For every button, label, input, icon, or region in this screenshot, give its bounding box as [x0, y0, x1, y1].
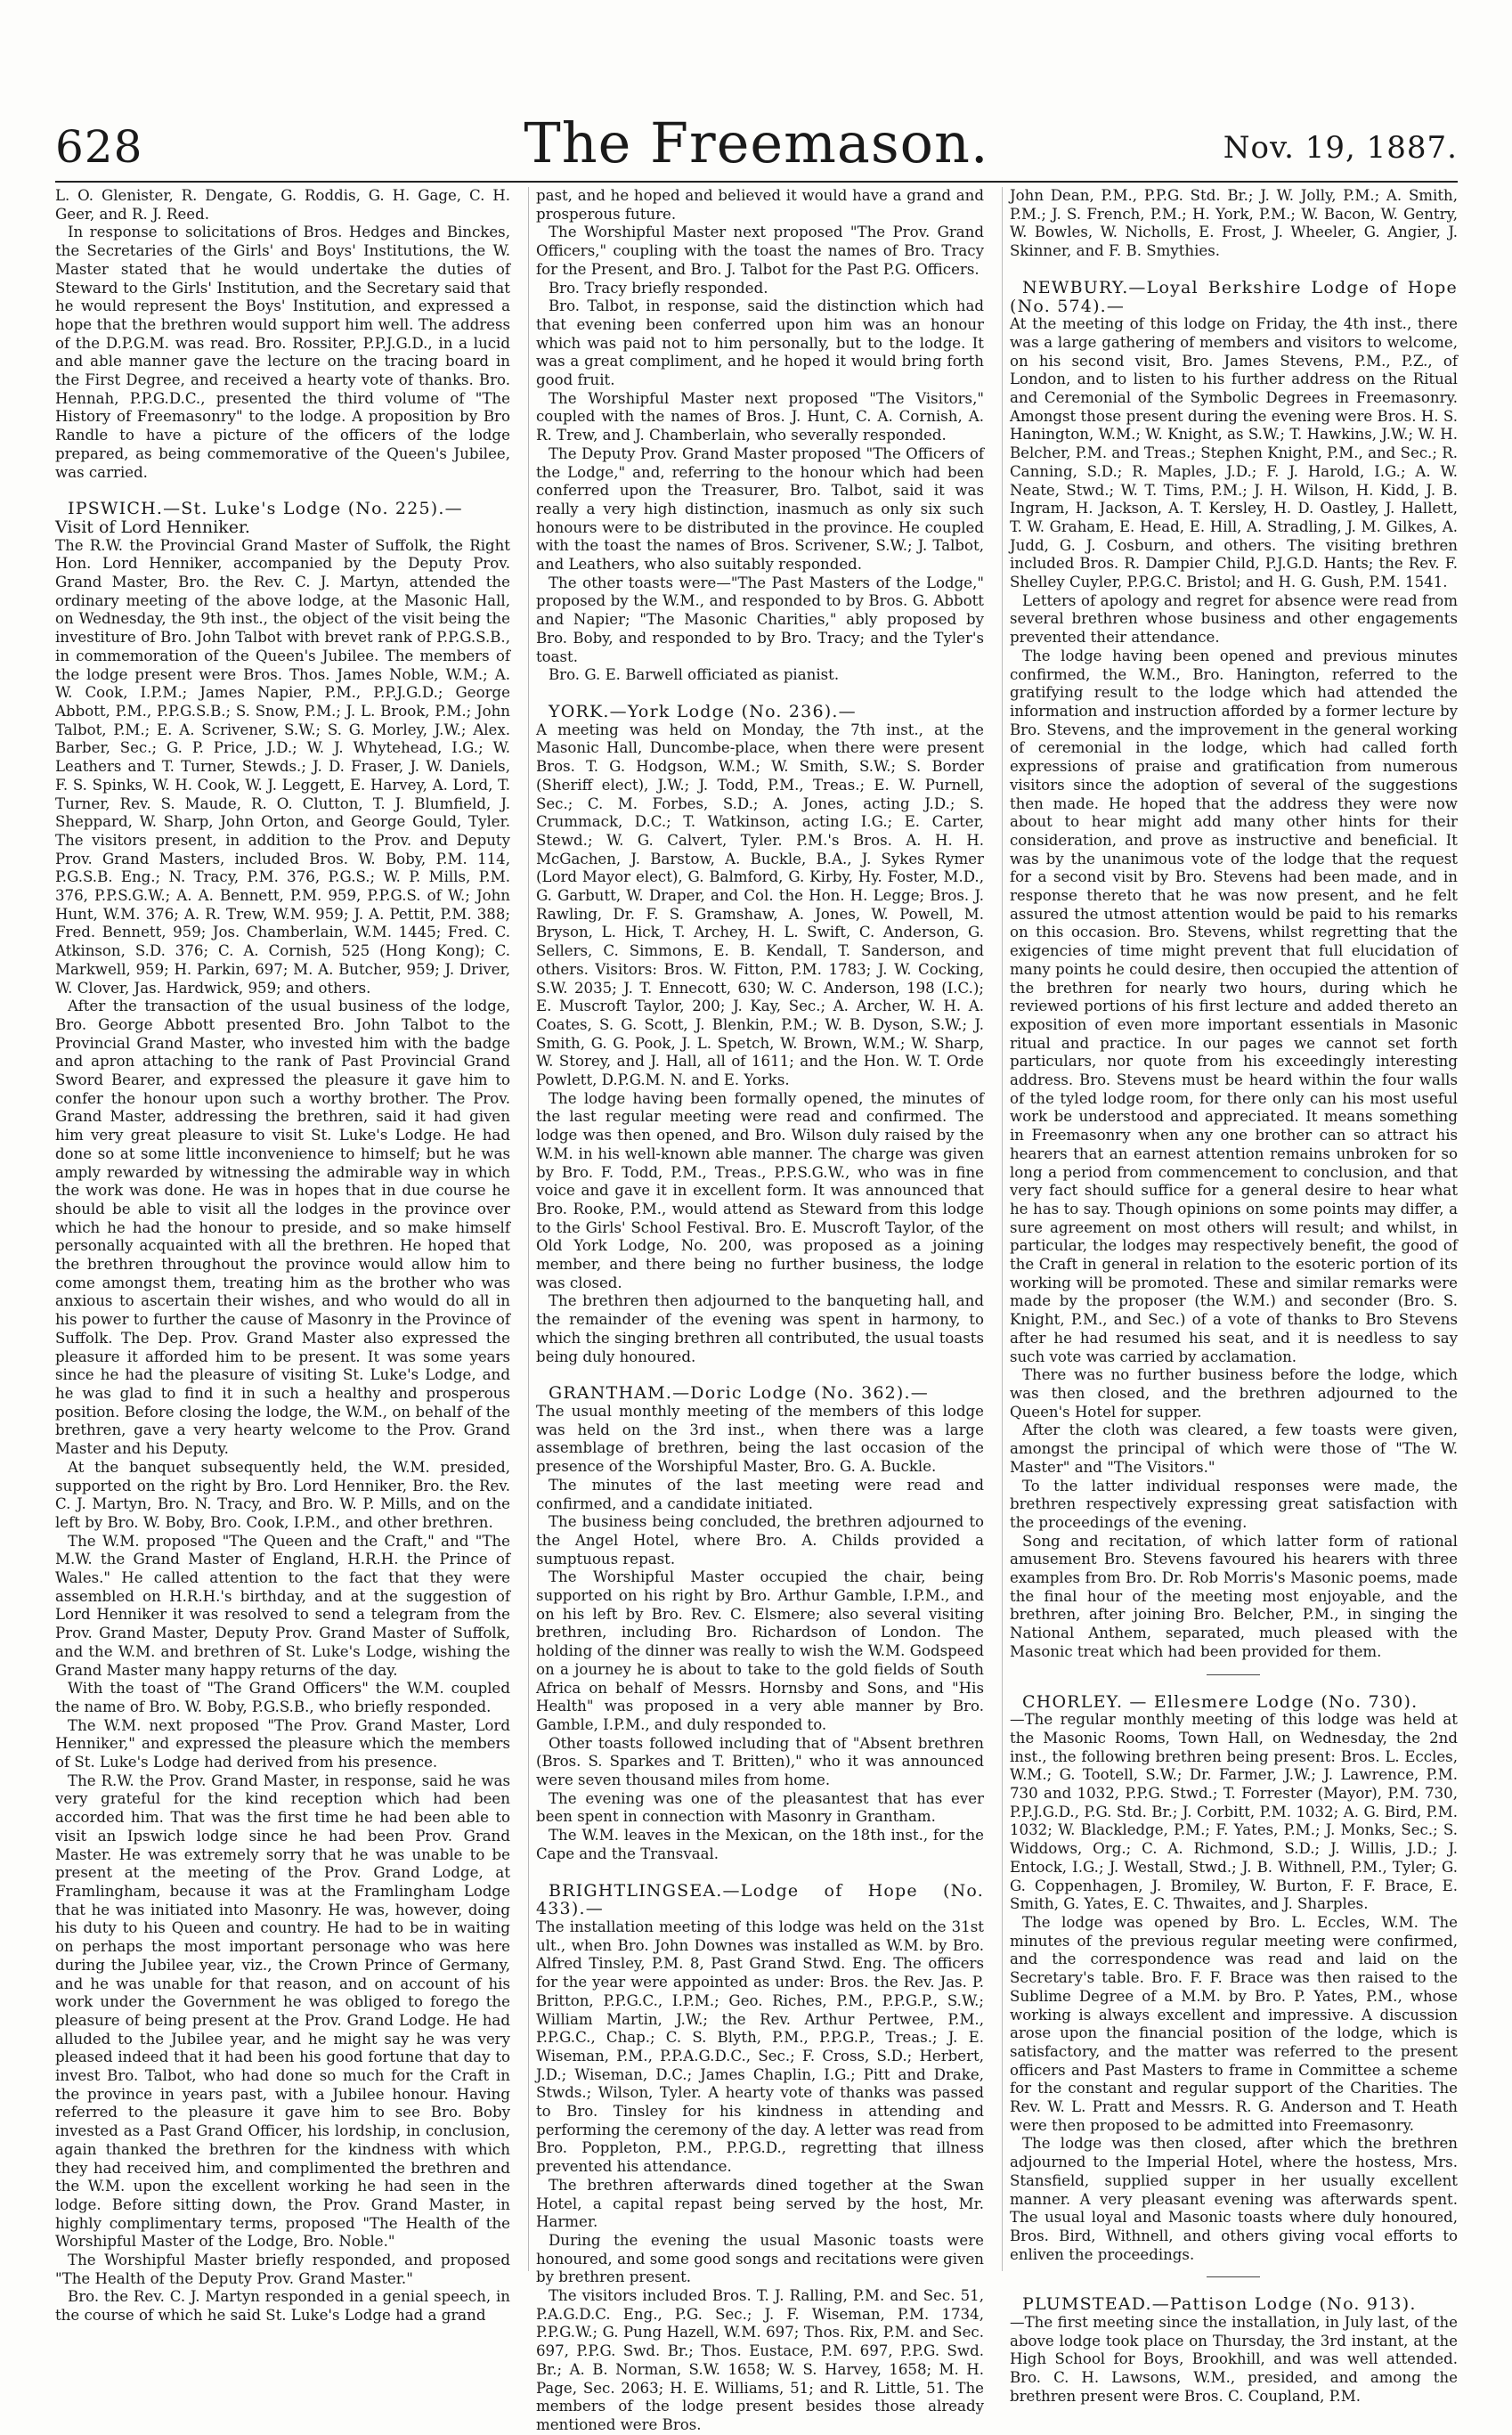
- paragraph: John Dean, P.M., P.P.G. Std. Br.; J. W. Jolly, P.M.; A. Smith, P.M.; J. S. French, P.M.; H. York, P.M.; W. Bacon, W. Gentry, W. Bowles, W. Nicholls, E. Frost, J. Wheeler, G. Angier, J. Skinner, and F. B. Smythies.: [1009, 187, 1458, 260]
- paragraph: Other toasts followed including that of "Absent brethren (Bros. S. Sparkes and T. Britten)," who it was announced were seven thousand miles from home.: [535, 1734, 984, 1789]
- section-separator: [1207, 1674, 1260, 1675]
- paragraph: Bro. the Rev. C. J. Martyn responded in a genial speech, in the course of which he said St. Luke's Lodge had a grand: [55, 2288, 510, 2325]
- column-2: [528, 187, 984, 2433]
- paragraph: There was no further business before the lodge, which was then closed, and the brethren adjourned to the Queen's Hotel for supper.: [1009, 1366, 1458, 1421]
- paragraph: The brethren then adjourned to the banqueting hall, and the remainder of the evening was spent in harmony, to which the singing brethren all contributed, the usual toasts being duly honoured.: [535, 1292, 984, 1365]
- paragraph: With the toast of "The Grand Officers" the W.M. coupled the name of Bro. W. Boby, P.G.S.B., who briefly responded.: [55, 1680, 510, 1715]
- paragraph: The lodge having been formally opened, the minutes of the last regular meeting were read and confirmed. The lodge was then opened, and Bro. Wilson duly raised by the W.M. in his well-known able manner. The charge was given by Bro. F. Todd, P.M., Treas., P.P.S.G.W., who was in fine voice and gave it in excellent form. It was announced that Bro. Rooke, P.M., would attend as Steward from this lodge to the Girls' School Festival. Bro. E. Muscroft Taylor, of the Old York Lodge, No. 200, was proposed as a joining member, and there being no further business, the lodge was closed.: [535, 1089, 984, 1291]
- paragraph: After the transaction of the usual business of the lodge, Bro. George Abbott presented Bro. John Talbot to the Provincial Grand Master, who invested him with the badge and apron attaching to the rank of Past Provincial Grand Sword Bearer, and expressed the pleasure it gave him to confer the honour upon such a worthy brother. The Prov. Grand Master, addressing the brethren, said it had given him very great pleasure to visit St. Luke's Lodge. He had done so at some little inconvenience to himself; but he was amply rewarded by witnessing the admirable way in which the work was done. He was in hopes that in due course he should be able to visit all the lodges in the province over which he had the honour to preside, and so make himself personally acquainted with all the brethren. He hoped that the brethren throughout the province would allow him to come amongst them, treating him as the brother who was anxious to ascertain their wishes, and who would do all in his power to further the cause of Masonry in the Province of Suffolk. The Dep. Prov. Grand Master also expressed the pleasure it afforded him to be present. It was some years since he had the pleasure of visiting St. Luke's Lodge, and he was glad to find it in such a healthy and prosperous position. Before closing the lodge, the W.M., on behalf of the brethren, gave a very hearty welcome to the Prov. Grand Master and his Deputy.: [55, 998, 510, 1458]
- newbury-heading: NEWBURY.—Loyal Berkshire Lodge of Hope (No. 574).—: [1009, 277, 1458, 316]
- paragraph: The usual monthly meeting of the members of this lodge was held on the 3rd inst., when there was a large assemblage of brethren, being the last occasion of the presence of the Worshipful Master, Bro. G. A. Buckle.: [535, 1403, 984, 1476]
- paragraph: The R.W. the Provincial Grand Master of Suffolk, the Right Hon. Lord Henniker, accompanied by the Deputy Prov. Grand Master, Bro. the Rev. C. J. Martyn, attended the ordinary meeting of the above lodge, at the Masonic Hall, on Wednesday, the 9th inst., the object of the visit being the investiture of Bro. John Talbot with brevet rank of P.P.G.S.B., in commemoration of the Queen's Jubilee. The members of the lodge present were Bros. Thos. James Noble, W.M.; A. W. Cook, I.P.M.; James Napier, P.M., P.P.J.G.D.; George Abbott, P.M., P.P.G.S.B.; S. Snow, P.M.; J. L. Brook, P.M.; John Talbot, P.M.; E. A. Scrivener, S.W.; S. G. Morley, J.W.; Alex. Barber, Sec.; G. P. Price, J.D.; W. J. Whytehead, I.G.; W. Leathers and T. Turner, Stewds.; J. D. Fraser, J. W. Daniels, F. S. Spinks, W. H. Cook, W. J. Leggett, E. Harvey, A. Lord, T. Turner, Rev. S. Maude, R. O. Clutton, T. J. Blumfield, J. Sheppard, W. Sharp, John Orton, and George Gould, Tyler. The visitors present, in addition to the Prov. and Deputy Prov. Grand Masters, included Bros. W. Boby, P.M. 114, P.G.S.B. Eng.; N. Tracy, P.M. 376, P.G.S.; W. P. Mills, P.M. 376, P.P.S.G.W.; A. A. Bennett, P.M. 959, P.P.G.S. of W.; John Hunt, W.M. 376; A. R. Trew, W.M. 959; J. A. Pettit, P.M. 388; Fred. Bennett, 959; Jos. Chamberlain, W.M. 1445; Fred. C. Atkinson, S.D. 376; C. A. Cornish, 525 (Hong Kong); C. Markwell, 959; H. Parkin, 697; M. A. Butcher, 959; J. Driver, W. Clover, Jas. Hardwick, 959; and others.: [55, 536, 510, 997]
- paragraph: The installation meeting of this lodge was held on the 31st ult., when Bro. John Downes was installed as W.M. by Bro. Alfred Tinsley, P.M. 8, Past Grand Stwd. Eng. The officers for the year were appointed as under: Bros. the Rev. Jas. P. Britton, P.P.G.C., I.P.M.; Geo. Riches, P.M., P.P.G.P., S.W.; William Martin, J.W.; the Rev. Arthur Pertwee, P.M., P.P.G.C., Chap.; C. S. Blyth, P.M., P.P.G.P., Treas.; J. E. Wiseman, P.M., P.P.A.G.D.C., Sec.; F. Cross, S.D.; Herbert, J.D.; Wiseman, D.C.; James Chaplin, I.G.; Pitt and Drake, Stwds.; Wilson, Tyler. A hearty vote of thanks was passed to Bro. Tinsley for his kindness in attending and performing the ceremony of the day. A letter was read from Bro. Poppleton, P.M., P.P.G.D., regretting that illness prevented his attendance.: [535, 1918, 984, 2176]
- paragraph: The lodge having been opened and previous minutes confirmed, the W.M., Bro. Hanington, referred to the gratifying result to the lodge which had attended the information and instruction afforded by a former lecture by Bro. Stevens, and the improvement in the general working of ceremonial in the lodge, which had called forth expressions of praise and gratification from numerous visitors since the adoption of several of the suggestions then made. He hoped that the address they were now about to hear might add many other hints for their consideration, and prove as instructive and beneficial. It was by the unanimous vote of the lodge that the request for a second visit by Bro. Stevens had been made, and in response thereto that he was now present, and he felt assured the utmost attention would be paid to his remarks on this occasion. Bro. Stevens, whilst regretting that the exigencies of time might prevent that full elucidation of many points he could desire, then occupied the attention of the brethren for nearly two hours, during which he reviewed portions of his first lecture and added thereto an exposition of even more important essentials in Masonic ritual and practice. In our pages we cannot set forth particulars, nor quote from his exceedingly interesting address. Bro. Stevens must be heard within the four walls of the tyled lodge room, for there only can his most useful work be understood and appreciated. It means something in Freemasonry when any one brother can so attract his hearers that an earnest attention remains unbroken for so long a period from commencement to conclusion, and that very fact should suffice for a general desire to hear what he has to say. Though opinions on some points may differ, a sure agreement on most others will result; and whilst, in particular, the lodges may respectively benefit, the good of the Craft in general in relation to the esoteric portion of its working will be promoted. These and similar remarks were made by the proposer (the W.M.) and seconder (Bro. S. Knight, P.M., and Sec.) of a vote of thanks to Bro Stevens after he had resumed his seat, and it is needless to say such vote was carried by acclamation.: [1009, 647, 1458, 1365]
- paragraph: The evening was one of the pleasantest that has ever been spent in connection with Masonry in Grantham.: [535, 1789, 984, 1826]
- column-1: [55, 187, 510, 2325]
- paragraph: At the meeting of this lodge on Friday, the 4th inst., there was a large gathering of members and visitors to welcome, on his second visit, Bro. James Stevens, P.M., P.Z., of London, and to listen to his further address on the Ritual and Ceremonial of the Symbolic Degrees in Freemasonry. Amongst those present during the evening were Bros. H. S. Hanington, W.M.; W. Knight, as S.W.; T. Hawkins, J.W.; W. H. Belcher, P.M. and Treas.; Stephen Knight, P.M., and Sec.; R. Canning, S.D.; R. Maples, J.D.; F. J. Harold, I.G.; A. W. Neate, Stwd.; W. T. Tims, P.M.; J. H. Wilson, H. Kidd, J. B. Ingram, H. Jackson, A. T. Kersley, H. D. Oastley, J. Hallett, T. W. Graham, E. Head, E. Hill, A. Stradling, J. M. Gilkes, A. Judd, G. J. Cosburn, and others. The visiting brethren included Bros. R. Dampier Child, P.J.G.D. Hants; the Rev. F. Shelley Cuyler, P.P.G.C. Bristol; and H. G. Gush, P.M. 1541.: [1009, 315, 1458, 591]
- grantham-heading: GRANTHAM.—Doric Lodge (No. 362).—: [548, 1383, 929, 1404]
- paragraph: —The first meeting since the installation, in July last, of the above lodge took place on Thursday, the 3rd instant, at the High School for Boys, Brookhill, and was well attended. Bro. C. H. Lawsons, W.M., presided, and among the brethren present were Bros. C. Coupland, P.M.: [1009, 2314, 1458, 2405]
- paragraph: The W.M. proposed "The Queen and the Craft," and "The M.W. the Grand Master of England, H.R.H. the Prince of Wales." He called attention to the fact that they were assembled on H.R.H.'s birthday, and at the suggestion of Lord Henniker it was resolved to send a telegram from the Prov. Grand Master, Deputy Prov. Grand Master of Suffolk, and the W.M. and brethren of St. Luke's Lodge, wishing the Grand Master many happy returns of the day.: [55, 1532, 510, 1679]
- columns: [55, 187, 1458, 2433]
- paragraph: To the latter individual responses were made, the brethren respectively expressing great satisfaction with the proceedings of the evening.: [1009, 1477, 1458, 1531]
- paragraph: The Worshipful Master next proposed "The Visitors," coupled with the names of Bros. J. Hunt, C. A. Cornish, A. R. Trew, and J. Chamberlain, who severally responded.: [535, 389, 984, 444]
- paragraph: The brethren afterwards dined together at the Swan Hotel, a capital repast being served by the host, Mr. Harmer.: [535, 2176, 984, 2231]
- paragraph: Bro. Tracy briefly responded.: [548, 279, 768, 297]
- paragraph: past, and he hoped and believed it would have a grand and prosperous future.: [535, 187, 984, 223]
- paragraph: The visitors included Bros. T. J. Ralling, P.M. and Sec. 51, P.A.G.D.C. Eng., P.G. Sec.; J. F. Wiseman, P.M. 1734, P.P.G.W.; G. Pung Hazell, W.M. 697; Thos. Rix, P.M. and Sec. 697, P.P.G. Swd. Br.; Thos. Eustace, P.M. 697, P.P.G. Swd. Br.; A. B. Norman, S.W. 1658; W. S. Harvey, 1658; M. H. Page, Sec. 2063; H. E. Williams, 51; and R. Little, 51. The members of the lodge present besides those already mentioned were Bros.: [535, 2287, 984, 2433]
- paragraph: The Worshipful Master occupied the chair, being supported on his right by Bro. Arthur Gamble, I.P.M., and on his left by Bro. Rev. C. Elsmere; also several visiting brethren, including Bro. Richardson of London. The holding of the dinner was really to wish the W.M. Godspeed on a journey he is about to take to the gold fields of South Africa on behalf of Messrs. Hornsby and Sons, and "His Health" was proposed in a very able manner by Bro. Gamble, I.P.M., and duly responded to.: [535, 1568, 984, 1733]
- paragraph: L. O. Glenister, R. Dengate, G. Roddis, G. H. Gage, C. H. Geer, and R. J. Reed.: [55, 187, 510, 223]
- paragraph: The W.M. next proposed "The Prov. Grand Master, Lord Henniker," and expressed the pleasure which the members of St. Luke's Lodge had derived from his presence.: [55, 1716, 510, 1771]
- paragraph: The Worshipful Master briefly responded, and proposed "The Health of the Deputy Prov. Grand Master.": [55, 2252, 510, 2287]
- column-3: [1002, 187, 1458, 2405]
- brightlingsea-heading: BRIGHTLINGSEA.—Lodge of Hope (No. 433).—: [535, 1880, 984, 1919]
- section-separator: [1207, 2276, 1260, 2277]
- issue-date: Nov. 19, 1887.: [1223, 130, 1458, 166]
- paragraph: The Worshipful Master next proposed "The Prov. Grand Officers," coupling with the toast the names of Bro. Tracy for the Present, and Bro. J. Talbot for the Past P.G. Officers.: [535, 224, 984, 278]
- page-number: 628: [55, 121, 143, 173]
- paragraph: The R.W. the Prov. Grand Master, in response, said he was very grateful for the kind reception which had been accorded him. That was the first time he had been able to visit an Ipswich lodge since he had been Prov. Grand Master. He was extremely sorry that he was unable to be present at the meeting of the Prov. Grand Lodge, at Framlingham, because it was at the Framlingham Lodge that he was initiated into Masonry. He was, however, doing his duty to his Queen and country. He had to be in waiting on perhaps the most important personage who was here during the Jubilee year, viz., the Crown Prince of Germany, and he was unable for that reason, and on account of his work under the Government he was obliged to forego the pleasure of being present at the Prov. Grand Lodge. He had alluded to the Jubilee year, and he might say he was very pleased indeed that it had been his good fortune that day to invest Bro. Talbot, who had done so much for the Craft in the province in years past, with a Jubilee honour. Having referred to the pleasure it gave him to see Bro. Boby invested as a Past Grand Officer, his lordship, in conclusion, again thanked the brethren for the kindness with which they had received him, and complimented the brethren and the W.M. upon the excellent working he had seen in the lodge. Before sitting down, the Prov. Grand Master, in highly complimentary terms, proposed "The Health of the Worshipful Master of the Lodge, Bro. Noble.": [55, 1771, 510, 2251]
- paragraph: —The regular monthly meeting of this lodge was held at the Masonic Rooms, Town Hall, on Wednesday, the 2nd inst., the following brethren being present: Bros. L. Eccles, W.M.; G. Tootell, S.W.; Dr. Farmer, J.W.; J. Lawrence, P.M. 730 and 1032, P.P.G. Stwd.; T. Forrester (Mayor), P.M. 730, P.P.J.G.D., P.G. Std. Br.; J. Corbitt, P.M. 1032; A. G. Bird, P.M. 1032; W. Blackledge, P.M.; F. Yates, P.M.; J. Monks, Sec.; S. Widdows, Org.; C. A. Richmond, S.D.; J. Willis, J.D.; J. Entock, I.G.; J. Westall, Stwd.; J. B. Withnell, P.M., Tyler; G. G. Coppenhagen, J. Bromiley, W. Burton, F. F. Brace, E. Smith, G. Yates, E. C. Thwaites, and J. Sharples.: [1009, 1711, 1458, 1913]
- york-heading: YORK.—York Lodge (No. 236).—: [548, 701, 857, 721]
- paragraph: The lodge was then closed, after which the brethren adjourned to the Imperial Hotel, where the hostess, Mrs. Stansfield, supplied supper in her usually excellent manner. A very pleasant evening was afterwards spent. The usual loyal and Masonic toasts where duly honoured, Bros. Bird, Withnell, and others giving vocal efforts to enliven the proceedings.: [1009, 2135, 1458, 2263]
- paragraph: Bro. Talbot, in response, said the distinction which had that evening been conferred upon him was an honour which was paid not to him personally, but to the lodge. It was a great compliment, and he hoped it would bring forth good fruit.: [535, 297, 984, 389]
- masthead: [55, 110, 1458, 191]
- paragraph: The other toasts were—"The Past Masters of the Lodge," proposed by the W.M., and responded to by Bros. G. Abbott and Napier; "The Masonic Charities," ably proposed by Bro. Boby, and responded to by Bro. Tracy; and the Tyler's toast.: [535, 574, 984, 665]
- paragraph: Bro. G. E. Barwell officiated as pianist.: [548, 666, 840, 684]
- paragraph: During the evening the usual Masonic toasts were honoured, and some good songs and recitations were given by brethren present.: [535, 2231, 984, 2286]
- paragraph: The business being concluded, the brethren adjourned to the Angel Hotel, where Bro. A. Childs provided a sumptuous repast.: [535, 1513, 984, 1568]
- paragraph: Letters of apology and regret for absence were read from several brethren whose business and other engagements prevented their attendance.: [1009, 591, 1458, 647]
- paragraph: The Deputy Prov. Grand Master proposed "The Officers of the Lodge," and, referring to the honour which had been conferred upon the Treasurer, Bro. Talbot, said it was really a very high distinction, inasmuch as only six such honours were to be distributed in the province. He coupled with the toast the names of Bros. Scrivener, S.W.; J. Talbot, and Leathers, who also suitably responded.: [535, 444, 984, 574]
- paragraph: The minutes of the last meeting were read and confirmed, and a candidate initiated.: [535, 1476, 984, 1512]
- paragraph: In response to solicitations of Bros. Hedges and Binckes, the Secretaries of the Girls' and Boys' Institutions, the W. Master stated that he would undertake the duties of Steward to the Girls' Institution, and the Secretary said that he would represent the Boys' Institution, and expressed a hope that the brethren would support him well. The address of the D.P.G.M. was read. Bro. Rossiter, P.P.J.G.D., in a lucid and able manner gave the lecture on the tracing board in the First Degree, and received a hearty vote of thanks. Bro. Hennah, P.P.G.D.C., presented the third volume of "The History of Freemasonry" to the lodge. A proposition by Bro Randle to have a picture of the officers of the lodge prepared, as being commemorative of the Queen's Jubilee, was carried.: [55, 224, 510, 481]
- ipswich-heading: IPSWICH.—St. Luke's Lodge (No. 225).— Visit of Lord Henniker.: [55, 499, 463, 537]
- plumstead-heading: PLUMSTEAD.—Pattison Lodge (No. 913).: [1021, 2294, 1417, 2315]
- masthead-rule: [55, 181, 1458, 183]
- paragraph: A meeting was held on Monday, the 7th inst., at the Masonic Hall, Duncombe-place, when there were present Bros. T. G. Hodgson, W.M.; W. Smith, S.W.; S. Border (Sheriff elect), J.W.; J. Todd, P.M., Treas.; E. W. Purnell, Sec.; C. M. Forbes, S.D.; A. Jones, acting J.D.; S. Crummack, D.C.; T. Watkinson, acting I.G.; E. Carter, Stewd.; W. G. Calvert, Tyler. P.M.'s Bros. A. H. H. McGachen, J. Barstow, A. Buckle, B.A., J. Sykes Rymer (Lord Mayor elect), G. Balmford, G. Kirby, Hy. Foster, M.D., G. Garbutt, W. Draper, and Col. the Hon. H. Legge; Bros. J. Rawling, Dr. F. S. Gramshaw, A. Jones, W. Powell, M. Bryson, L. Hick, T. Archey, H. L. Swift, C. Anderson, G. Sellers, C. Simmons, E. B. Kendall, T. Sanderson, and others. Visitors: Bros. W. Fitton, P.M. 1783; J. W. Cocking, S.W. 2035; J. T. Ennecott, 630; W. C. Anderson, 198 (I.C.); E. Muscroft Taylor, 200; J. Kay, Sec.; A. Archer, W. H. A. Coates, S. G. Scott, J. Blenkin, P.M.; W. B. Dyson, S.W.; J. Smith, G. G. Pook, J. L. Spetch, W. Brown, W.M.; W. Sharp, W. Storey, and J. Hall, all of 1611; and the Hon. W. T. Orde Powlett, D.P.G.M. N. and E. Yorks.: [535, 721, 984, 1089]
- paragraph: At the banquet subsequently held, the W.M. presided, supported on the right by Bro. Lord Henniker, Bro. the Rev. C. J. Martyn, Bro. N. Tracy, and Bro. W. P. Mills, and on the left by Bro. W. Boby, Bro. Cook, I.P.M., and other brethren.: [55, 1458, 510, 1531]
- chorley-heading: CHORLEY. — Ellesmere Lodge (No. 730).: [1021, 1691, 1419, 1712]
- paragraph: The lodge was opened by Bro. L. Eccles, W.M. The minutes of the previous regular meeting were confirmed, and the correspondence was read and laid on the Secretary's table. Bro. F. F. Brace was then raised to the Sublime Degree of a M.M. by Bro. P. Yates, P.M., whose working is always excellent and impressive. A discussion arose upon the financial position of the lodge, which is satisfactory, and the matter was referred to the present officers and Past Masters to frame in Committee a scheme for the constant and regular support of the Charities. The Rev. W. L. Pratt and Messrs. R. G. Anderson and T. Heath were then proposed to be admitted into Freemasonry.: [1009, 1913, 1458, 2134]
- paragraph: After the cloth was cleared, a few toasts were given, amongst the principal of which were those of "The W. Master" and "The Visitors.": [1009, 1421, 1458, 1476]
- paragraph: The W.M. leaves in the Mexican, on the 18th inst., for the Cape and the Transvaal.: [535, 1827, 984, 1862]
- paragraph: Song and recitation, of which latter form of rational amusement Bro. Stevens favoured his hearers with three examples from Bro. Dr. Rob Morris's Masonic poems, made the final hour of the meeting most enjoyable, and the brethren, after joining Bro. Belcher, P.M., in singing the National Anthem, separated, much pleased with the Masonic treat which had been provided for them.: [1009, 1532, 1458, 1660]
- paper-title: The Freemason.: [524, 110, 989, 175]
